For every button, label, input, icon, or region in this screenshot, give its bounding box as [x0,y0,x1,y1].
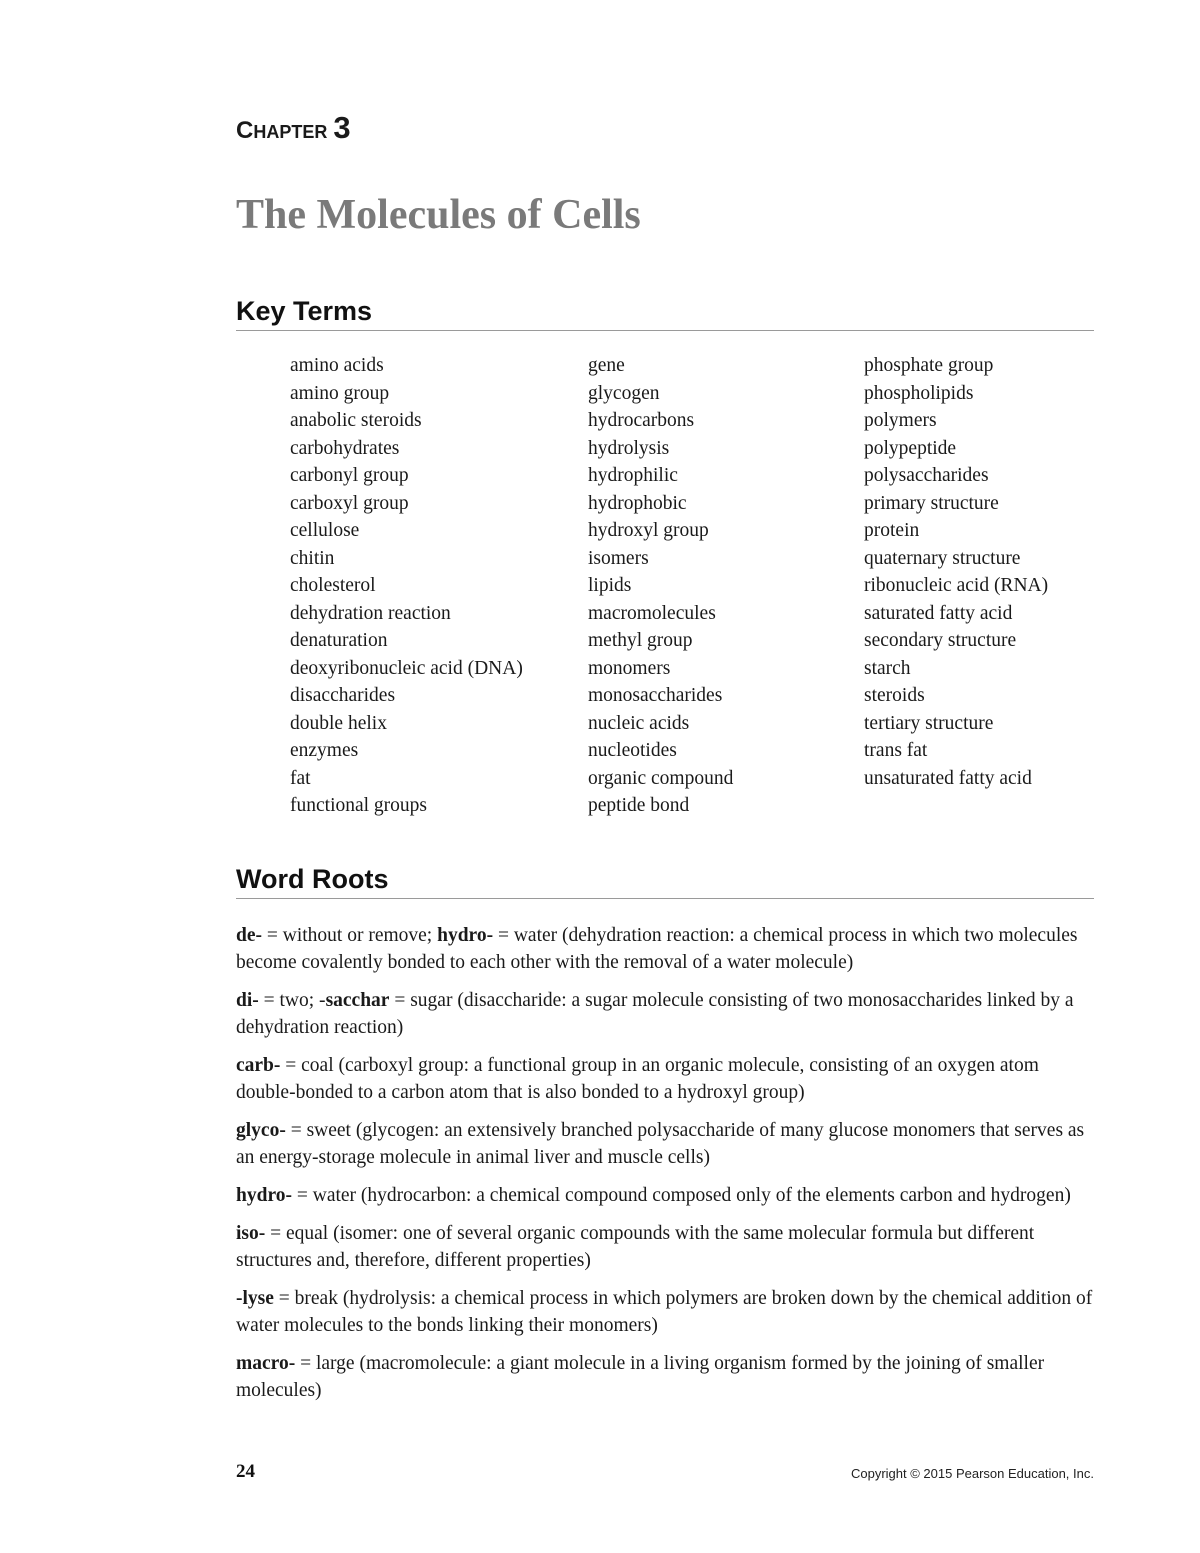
key-term: monomers [588,657,671,679]
word-root-term: carb- [236,1055,281,1076]
key-term: saturated fatty acid [864,602,1013,624]
key-term: carbonyl group [290,465,409,486]
word-root-definition: = without or remove; [262,925,438,946]
word-root-term: -lyse [236,1288,274,1309]
key-term: organic compound [588,767,734,789]
word-root-entry [236,1220,1096,1274]
key-term: monosaccharides [588,685,723,706]
key-term: hydrocarbons [588,410,695,431]
word-root-entry [236,1350,1096,1404]
key-term: peptide bond [588,795,690,816]
word-root-entry [236,987,1096,1041]
key-term: hydrolysis [588,437,670,459]
key-term: cellulose [290,520,360,541]
word-root-term: de- [236,925,262,946]
key-term: double helix [290,712,387,734]
word-root-definition: = coal (carboxyl group: a functional group in an organic molecule, consisting of an oxygen atom double-bonded to a carbon atom that is also bonded to a hydroxyl group) [236,1055,1039,1103]
word-root-definition: = two; - [258,990,326,1011]
word-root-definition: = equal (isomer: one of several organic compounds with the same molecular formula but different structures and, therefore, different properties) [236,1223,1035,1271]
word-root-term: sacchar [325,990,390,1011]
word-root-definition: = large (macromolecule: a giant molecule in a living organism formed by the joining of smaller molecules) [236,1353,1045,1401]
key-term: amino group [290,382,390,404]
page-number: 24 [236,1461,255,1482]
word-root-definition: = water (dehydration reaction: a chemical process in which two molecules become covalently bonded to each other with the removal of a water molecule) [236,925,1078,973]
word-root-definition: = sweet (glycogen: an extensively branched polysaccharide of many glucose monomers that serves as an energy-storage molecule in animal liver and muscle cells) [236,1120,1085,1168]
key-term: protein [864,520,920,541]
key-term: polysaccharides [864,465,989,486]
key-term: anabolic steroids [290,410,422,431]
key-term: starch [864,657,911,679]
key-term: tertiary structure [864,712,994,734]
key-term: carbohydrates [290,437,400,459]
key-term: nucleotides [588,740,677,761]
key-term: fat [290,767,311,789]
key-term: denaturation [290,630,388,651]
key-term: disaccharides [290,685,396,706]
key-term: gene [588,355,625,376]
key-term: methyl group [588,630,693,651]
key-term: nucleic acids [588,712,690,734]
key-term: hydrophilic [588,465,678,486]
word-root-entry [236,1052,1096,1106]
word-root-term: glyco- [236,1120,286,1141]
word-root-definition: = water (hydrocarbon: a chemical compound composed only of the elements carbon and hydrogen) [292,1185,1071,1206]
word-root-definition: = sugar (disaccharide: a sugar molecule consisting of two monosaccharides linked by a dehydration reaction) [236,990,1074,1038]
word-root-entry [236,1182,1096,1209]
chapter-label-rest: HAPTER [253,122,328,142]
key-term: hydroxyl group [588,520,709,541]
word-root-term: hydro- [437,925,494,946]
key-term: ribonucleic acid (RNA) [864,575,1049,596]
key-term: trans fat [864,740,928,761]
key-term: lipids [588,575,632,596]
key-term: amino acids [290,355,384,376]
key-term: phosphate group [864,355,994,376]
key-term: isomers [588,547,649,569]
word-roots-list [236,922,1096,1415]
word-root-term: di- [236,990,259,1011]
key-terms-column-3 [864,352,1048,792]
word-root-entry [236,922,1096,976]
key-term: deoxyribonucleic acid (DNA) [290,657,523,679]
key-term: polymers [864,410,937,431]
key-terms-heading: Key Terms [236,298,1094,331]
key-term: secondary structure [864,630,1017,651]
chapter-title: The Molecules of Cells [236,192,641,238]
chapter-label-initial: C [236,117,254,144]
key-term: dehydration reaction [290,602,451,624]
key-term: steroids [864,685,925,706]
key-term: quaternary structure [864,547,1021,569]
word-root-term: macro- [236,1353,296,1374]
key-terms-column-1 [290,352,523,820]
key-term: cholesterol [290,575,376,596]
key-term: functional groups [290,795,428,816]
key-term: unsaturated fatty acid [864,767,1032,789]
word-root-definition: = break (hydrolysis: a chemical process in which polymers are broken down by the chemical addition of water molecules to the bonds linking their monomers) [236,1288,1093,1336]
word-root-term: iso- [236,1223,266,1244]
key-term: polypeptide [864,437,957,459]
key-term: macromolecules [588,602,716,624]
key-terms-column-2 [588,352,733,820]
chapter-number: 3 [333,110,351,145]
key-term: hydrophobic [588,492,687,514]
word-root-term: hydro- [236,1185,292,1206]
word-roots-heading: Word Roots [236,866,1094,899]
word-root-entry [236,1117,1096,1171]
key-term: enzymes [290,740,359,761]
key-term: phospholipids [864,382,974,404]
key-term: primary structure [864,492,999,514]
key-term: chitin [290,547,335,569]
copyright-notice: Copyright © 2015 Pearson Education, Inc. [850,1466,1094,1481]
word-root-entry [236,1285,1096,1339]
key-term: glycogen [588,382,660,404]
chapter-label [236,112,351,143]
key-term: carboxyl group [290,492,409,514]
